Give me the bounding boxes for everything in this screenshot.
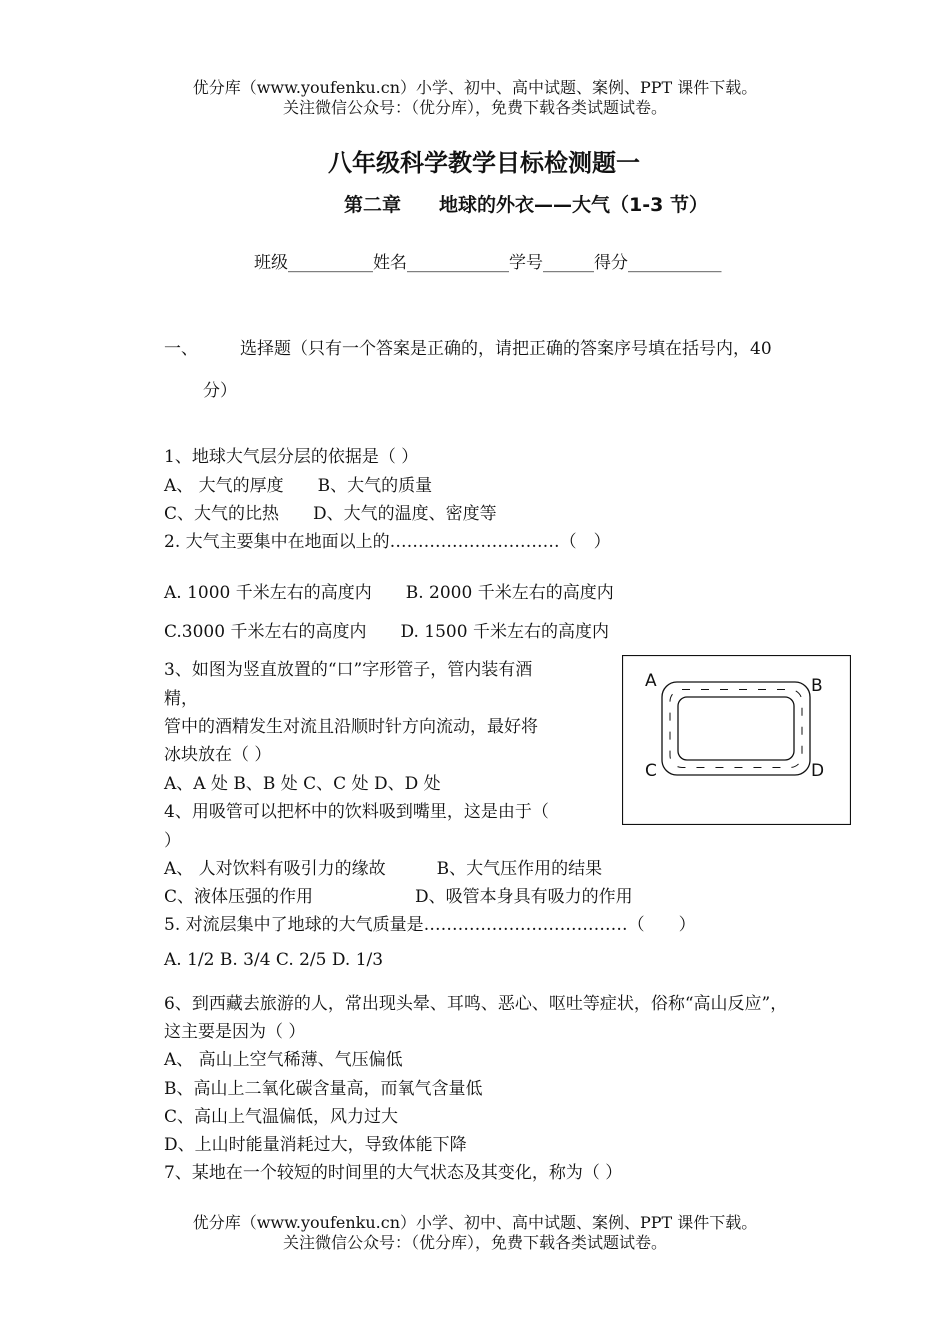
label-a: A xyxy=(645,671,657,691)
q3-options: A、A 处 B、B 处 C、C 处 D、D 处 xyxy=(164,774,441,794)
q6-stem-1: 6、到西藏去旅游的人，常出现头晕、耳鸣、恶心、呕吐等症状，俗称“高山反应”， xyxy=(164,994,788,1014)
label-d: D xyxy=(811,761,825,781)
q6-option-c: C、高山上气温偏低，风力过大 xyxy=(164,1107,399,1127)
page-title: 八年级科学教学目标检测题一 xyxy=(328,149,640,177)
section-instructions: 选择题（只有一个答案是正确的，请把正确的答案序号填在括号内，40 xyxy=(240,339,772,359)
q1-stem: 1、地球大气层分层的依据是（ ） xyxy=(164,447,419,467)
q5-options: A. 1/2 B. 3/4 C. 2/5 D. 1/3 xyxy=(164,950,384,970)
tube-diagram xyxy=(622,655,851,825)
q2-options-ab: A. 1000 千米左右的高度内 B. 2000 千米左右的高度内 xyxy=(164,583,614,603)
alcohol-dashes xyxy=(670,690,802,768)
q3-stem-1: 3、如图为竖直放置的“口”字形管子，管内装有酒 xyxy=(164,660,533,680)
section-number: 一、 xyxy=(164,339,198,359)
q4-stem-1: 4、用吸管可以把杯中的饮料吸到嘴里，这是由于（ xyxy=(164,802,549,822)
q6-option-a: A、 高山上空气稀薄、气压偏低 xyxy=(164,1050,403,1070)
q6-option-b: B、高山上二氧化碳含量高，而氧气含量低 xyxy=(164,1079,483,1099)
q6-option-d: D、上山时能量消耗过大，导致体能下降 xyxy=(164,1135,467,1155)
student-info-line: 班级__________姓名____________学号______得分___________ xyxy=(254,253,722,273)
footer-line-1: 优分库（www.youfenku.cn）小学、初中、高中试题、案例、PPT 课件下载。 xyxy=(192,1213,758,1232)
q6-stem-2: 这主要是因为（ ） xyxy=(164,1022,306,1042)
header-line-2: 关注微信公众号：（优分库），免费下载各类试题试卷。 xyxy=(282,98,667,117)
chapter-subtitle: 第二章 地球的外衣——大气（1-3 节） xyxy=(344,194,708,216)
header-line-1: 优分库（www.youfenku.cn）小学、初中、高中试题、案例、PPT 课件下载。 xyxy=(192,78,758,97)
q4-stem-2: ） xyxy=(164,831,181,851)
q2-stem: 2. 大气主要集中在地面以上的…………………………（ ） xyxy=(164,532,611,552)
section-instructions-cont: 分） xyxy=(203,381,237,401)
q3-stem-4: 冰块放在（ ） xyxy=(164,745,272,765)
q3-stem-2: 精， xyxy=(164,689,198,709)
footer-line-2: 关注微信公众号：（优分库），免费下载各类试题试卷。 xyxy=(282,1233,667,1252)
tube-inner-wall xyxy=(678,697,794,760)
tube-outer-wall xyxy=(662,682,810,775)
q3-stem-3: 管中的酒精发生对流且沿顺时针方向流动，最好将 xyxy=(164,717,538,737)
q4-options-cd: C、液体压强的作用 D、吸管本身具有吸力的作用 xyxy=(164,887,633,907)
q5-stem: 5. 对流层集中了地球的大气质量是………………………………（ ） xyxy=(164,915,696,935)
q1-options-cd: C、大气的比热 D、大气的温度、密度等 xyxy=(164,504,497,524)
q1-options-ab: A、 大气的厚度 B、大气的质量 xyxy=(164,476,433,496)
q2-options-cd: C.3000 千米左右的高度内 D. 1500 千米左右的高度内 xyxy=(164,622,609,642)
q7-stem: 7、某地在一个较短的时间里的大气状态及其变化，称为（ ） xyxy=(164,1163,623,1183)
q4-options-ab: A、 人对饮料有吸引力的缘故 B、大气压作用的结果 xyxy=(164,859,603,879)
label-c: C xyxy=(645,761,657,781)
label-b: B xyxy=(811,676,823,696)
